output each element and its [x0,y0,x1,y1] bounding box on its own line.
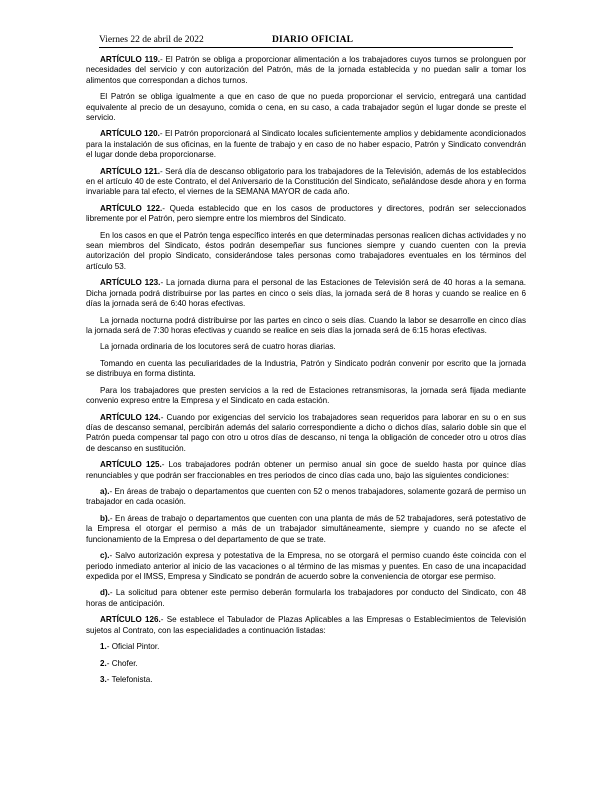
list-text: - Chofer. [106,658,138,668]
list-marker: 2. [100,658,107,668]
paragraph-art123 [86,278,526,309]
paragraph [86,359,526,380]
paragraph-text: Tomando en cuenta las peculiaridades de la Industria, Patrón y Sindicato podrán convenir por escrito que la jornada se distribuya en forma distinta. [86,358,526,379]
list-item-a [86,487,526,508]
paragraph-text: En los casos en que el Patrón tenga específico interés en que determinadas personas realicen dichas actividades y no sean miembros del Sindicato, éstos podrán desempeñar sus funciones siempre y cuando cuenten con la previa autorización del propio Sindicato, considerándose tales personas como trabajadores eventuales en los términos del artículo 53. [86,230,526,271]
paragraph [86,386,526,407]
paragraph-text: La jornada ordinaria de los locutores será de cuatro horas diarias. [100,342,336,352]
paragraph-art122 [86,204,526,225]
paragraph-lead: ARTÍCULO 124. [100,412,161,422]
paragraph-text: - Se establece el Tabulador de Plazas Aplicables a las Empresas o Establecimientos de Televisión sujetos al Contrato, con las especialidades a continuación listadas: [86,615,526,635]
header-publication: DIARIO OFICIAL [272,35,354,45]
paragraph-text: - Los trabajadores podrán obtener un permiso anual sin goce de sueldo hasta por quince días renunciables y que podrán ser fraccionables en tres periodos de cinco días cada uno, bajo las siguientes condiciones: [86,460,526,480]
paragraph-lead: ARTÍCULO 120. [100,129,160,139]
paragraph-lead: ARTÍCULO 122. [100,203,163,213]
paragraph-text: - Será día de descanso obligatorio para los trabajadores de la Televisión, además de los establecidos en el artículo 40 de este Contrato, el del Aniversario de la Constitución del Sindicato, señalándose desde ahora y en forma invariable para tal efecto, el viernes de la SEMANA MAYOR de cada año. [86,166,526,197]
paragraph-text: La jornada nocturna podrá distribuirse por las partes en cinco o seis días. Cuando la labor se desarrolle en cinco días la jornada será de 7:30 horas efectivas y cuando se realice en seis días la jornada será de 6:15 horas efectivas. [86,315,526,335]
document-body [86,55,526,692]
list-text: - Telefonista. [106,675,153,685]
paragraph-text: - La jornada diurna para el personal de las Estaciones de Televisión será de 40 horas a la semana. Dicha jornada podrá distribuirse por las partes en cinco o seis días, la jornada será de 8 horas y cuando se realice en 6 días la jornada será de 6:40 horas efectivas. [86,278,526,308]
page-header [99,35,513,47]
paragraph [86,342,526,352]
list-item-c [86,551,526,582]
paragraph-lead: ARTÍCULO 121. [100,166,160,176]
paragraph-text: - El Patrón proporcionará al Sindicato locales suficientemente amplios y debidamente acondicionados para la instalación de sus oficinas, en la fuente de trabajo y en caso de no haber espacio, Patrón y Sindicato convendrán el lugar donde deba proporcionarse. [86,129,526,160]
paragraph-lead: ARTÍCULO 123. [100,278,161,288]
paragraph-art125 [86,460,526,481]
paragraph-text: - Cuando por exigencias del servicio los trabajadores sean requeridos para laborar en su o en sus días de descanso semanal, percibirán además del salario correspondiente a dicho o dichos días, salario doble sin que el Patrón pueda compensar tal pago con otro u otros días de descanso, ni tenga la obligación de conceder otro u otros días de descanso en sustitución. [86,412,526,453]
list-text: - Salvo autorización expresa y potestativa de la Empresa, no se otorgará el permiso cuando éste coincida con el periodo inmediato anterior al inicio de las vacaciones o al término de las mismas y puentes. En caso de una incapacidad expedida por el IMSS, Empresa y Sindicato se pondrán de acuerdo sobre la conveniencia de otorgar ese permiso. [86,551,526,581]
paragraph [86,231,526,272]
paragraph [86,92,526,123]
paragraph [86,316,526,337]
list-marker: d). [100,588,110,598]
list-item-2 [86,659,526,669]
paragraph-lead: ARTÍCULO 119. [100,55,160,64]
paragraph-lead: ARTÍCULO 125. [100,460,162,470]
paragraph-text: Para los trabajadores que presten servicios a la red de Estaciones retransmisoras, la jornada será fijada mediante convenio expreso entre la Empresa y el Sindicato en cada estación. [86,385,526,406]
list-text: - Oficial Pintor. [106,642,160,652]
list-text: - La solicitud para obtener este permiso deberán formularla los trabajadores por conducto del Sindicato, con 48 horas de anticipación. [86,588,526,608]
paragraph-text: El Patrón se obliga igualmente a que en caso de que no pueda proporcionar el servicio, entregará una cantidad equivalente al precio de un desayuno, comida o cena, en su caso, a cada trabajador según el lugar donde se preste el servicio. [86,92,526,122]
list-item-d [86,588,526,609]
list-marker: b). [100,514,110,523]
header-rule [99,47,513,48]
list-item-b [86,514,526,545]
list-item-1 [86,642,526,652]
paragraph-art124 [86,413,526,454]
paragraph-text: - Queda establecido que en los casos de productores y directores, podrán ser seleccionados libremente por el Patrón, pero siempre entre los miembros del Sindicato. [86,203,526,224]
list-text: - En áreas de trabajo o departamentos que cuenten con una planta de más de 52 trabajadores, será potestativo de la Empresa el otorgar el permiso a más de un trabajador simultáneamente, siempre y cuando no se afecte el funcionamiento de la Empresa o del departamento de que se trate. [86,514,526,544]
paragraph-art119 [86,55,526,86]
list-marker: 1. [100,642,107,652]
header-date: Viernes 22 de abril de 2022 [99,35,204,45]
paragraph-art126 [86,615,526,636]
paragraph-lead: ARTÍCULO 126. [100,615,161,625]
paragraph-art121 [86,167,526,198]
list-text: - En áreas de trabajo o departamentos que cuenten con 52 o menos trabajadores, solamente gozará de permiso un trabajador en cada ocasión. [86,487,526,507]
paragraph-text: - El Patrón se obliga a proporcionar alimentación a los trabajadores cuyos turnos se prolonguen por necesidades del servicio y con autorización del Patrón, más de la jornada establecida y no puedan salir a tomar los alimentos que correspondan a dichos turnos. [86,55,527,85]
list-marker: c). [100,551,110,561]
paragraph-art120 [86,129,526,160]
list-marker: 3. [100,675,107,685]
list-marker: a). [100,487,110,497]
list-item-3 [86,675,526,685]
